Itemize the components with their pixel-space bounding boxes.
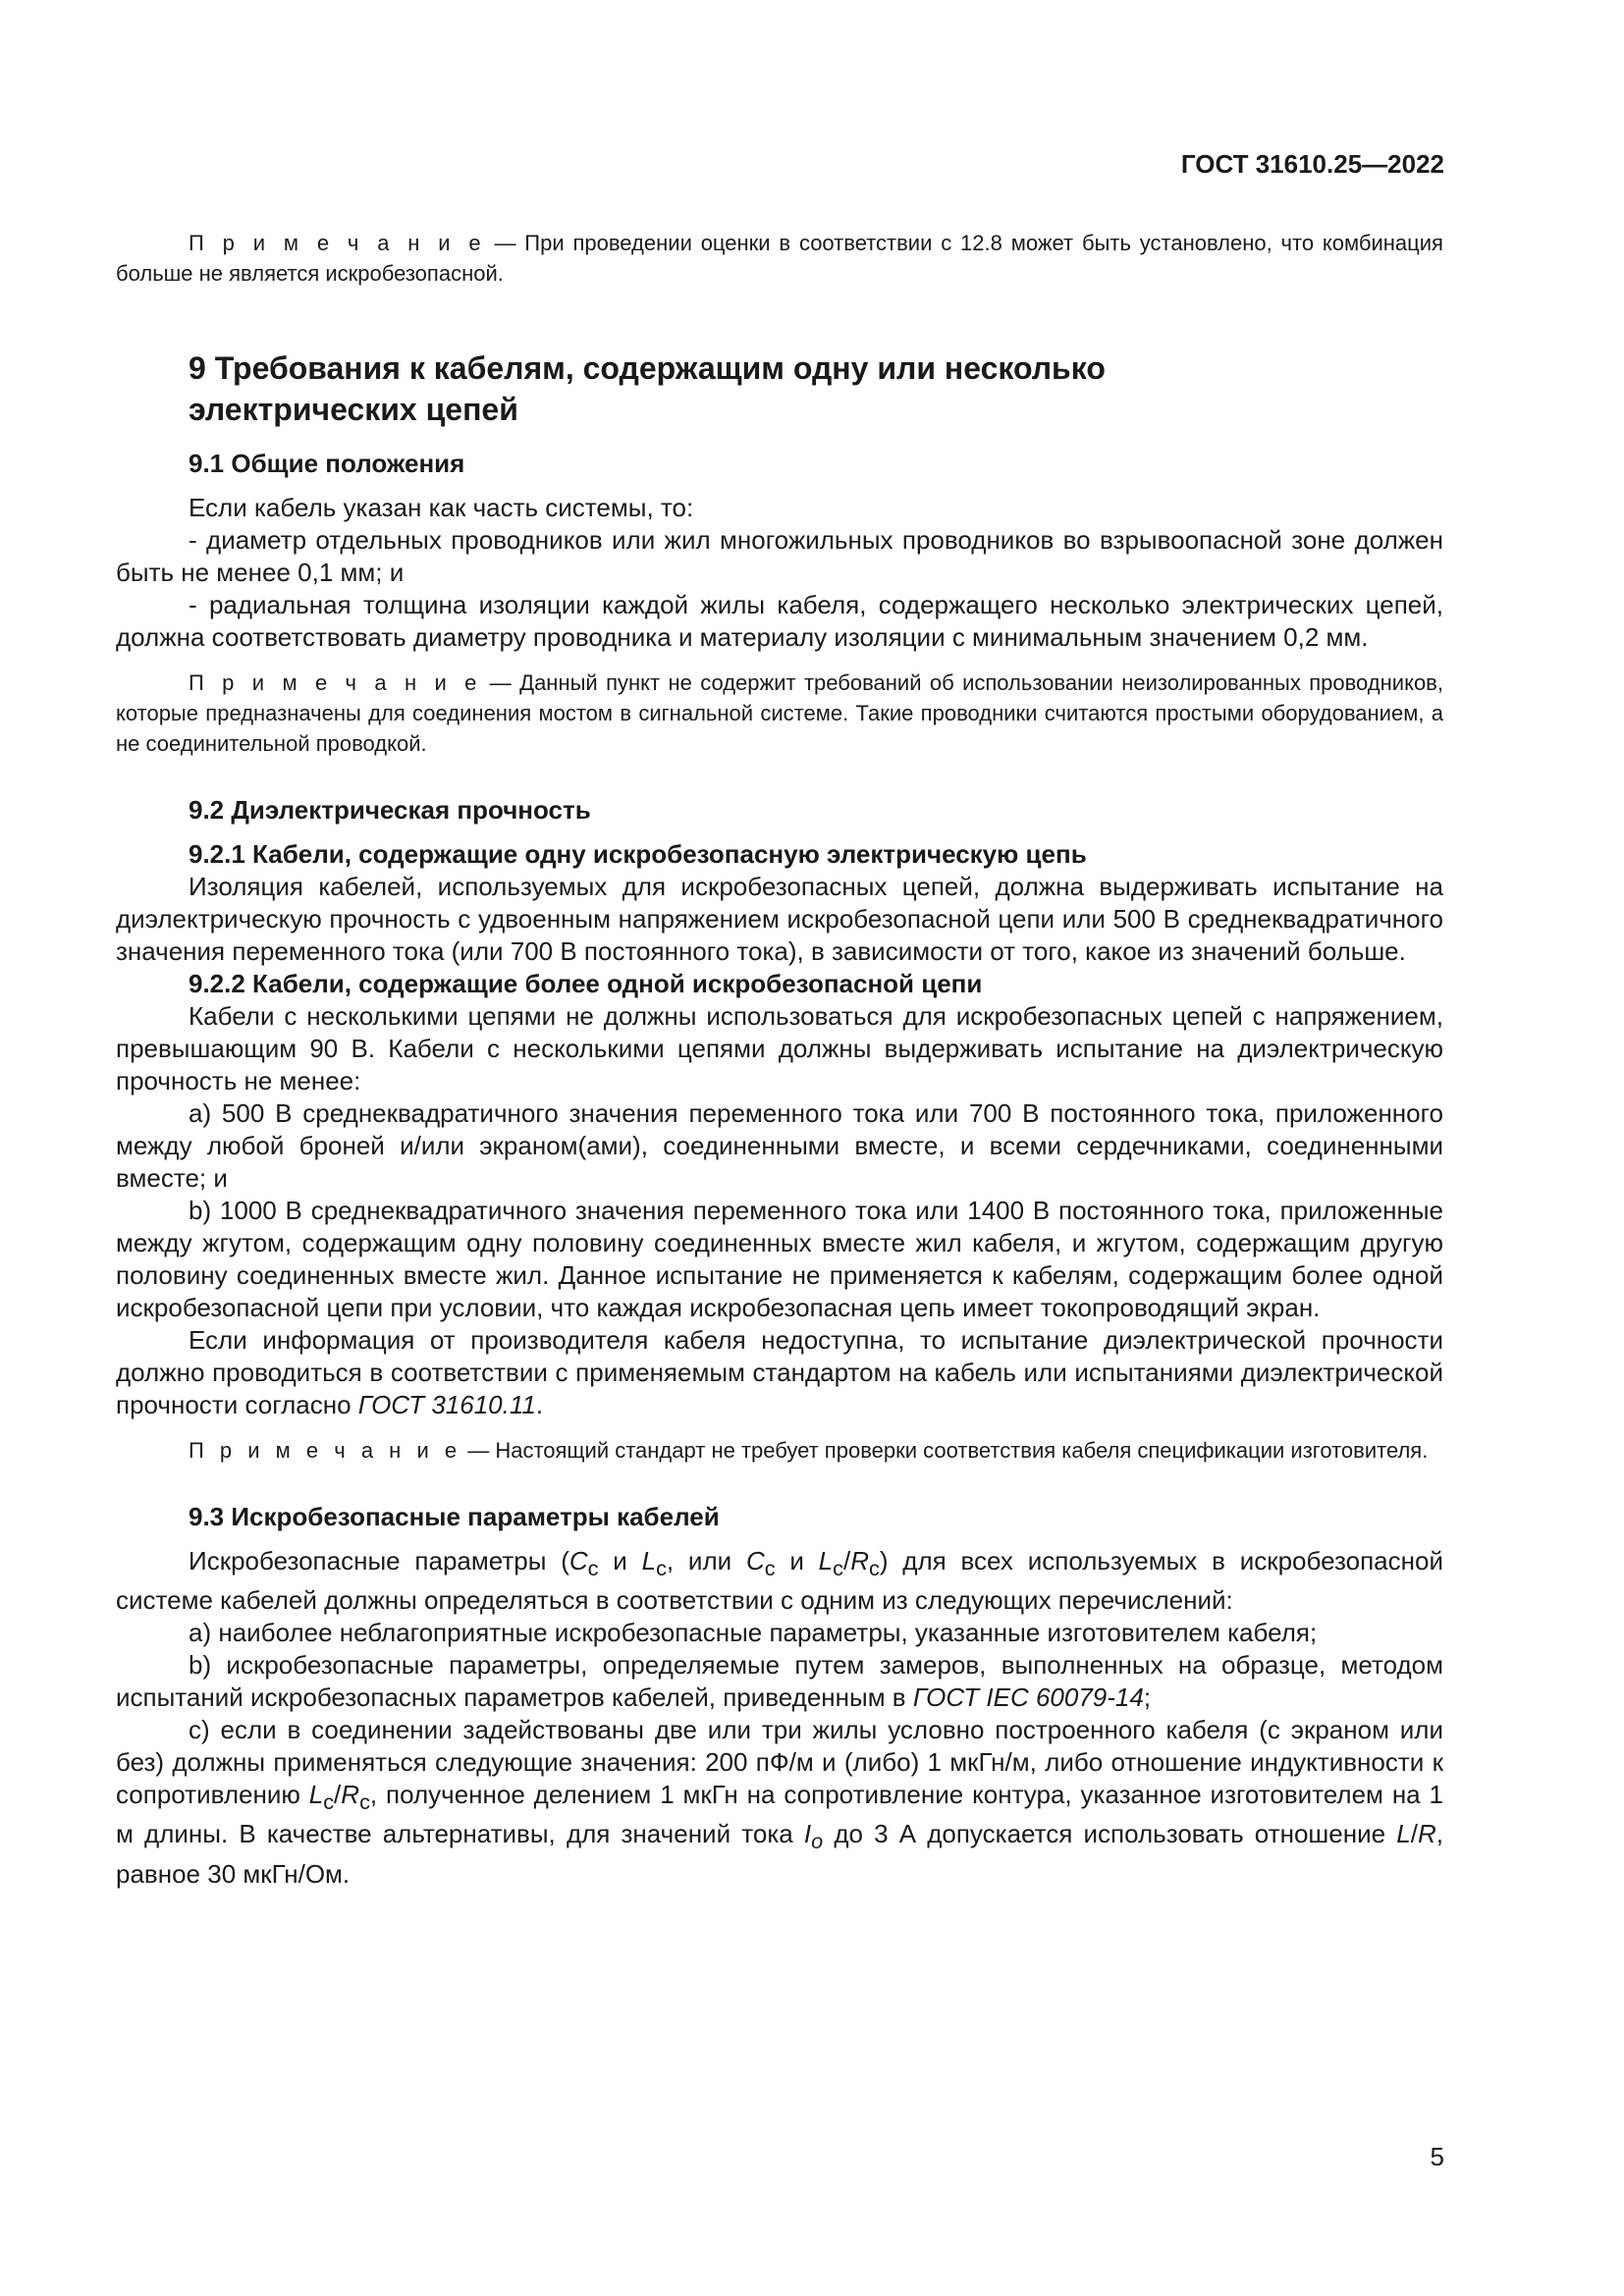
gost-iec-reference: ГОСТ IEC 60079-14 [912, 1682, 1144, 1713]
s93-p1-end: для всех используемых в искробезопасной системе кабелей должны определяться в соответствии с одним из следующих перечислений: [116, 1546, 1443, 1616]
s93-item-c: с) если в соединении задействованы две или три жилы условно построенного кабеля (с экраном или без) должны применяться следующие значения: 200 пФ/м и (либо) 1 мкГн/м, либо отношение индуктивности к сопротивлению $L_c/R_c$, полученное делением 1 мкГн на сопротивление контура, указанное изготовителем на 1 м длины. В качестве альтернативы, для значений тока $I_o$ до 3 А допускается использовать отношение L/R, равное 30 мкГн/Ом. [116, 1715, 1443, 1889]
s922-p2-text: Если информация от производителя кабеля недоступна, то испытание диэлектрической прочности должно проводиться в соответствии с применяемым стандартом на кабель или испытаниями диэлектрической прочности согласно [116, 1325, 1443, 1419]
s93-item-a: а) наиболее неблагоприятные искробезопасные параметры, указанные изготовителем кабеля; [189, 1618, 1318, 1648]
s93-item-c-part3: до 3 А допускается использовать отношение [834, 1819, 1386, 1849]
note-text: — При проведении оценки в соответствии с 12.8 может быть установлено, что комбинация больше не является искробезопасной. [116, 231, 1443, 286]
section-9-2-2-title: 9.2.2 Кабели, содержащие более одной искробезопасной цепи [189, 969, 983, 998]
note-12-8 [116, 228, 1443, 289]
note-label: П р и м е ч а н и е [189, 670, 482, 695]
section-9-title-line1: 9 Требования к кабелям, содержащим одну или несколько [189, 350, 1106, 386]
section-9-2-title: 9.2 Диэлектрическая прочность [189, 795, 591, 825]
page-number: 5 [1430, 2142, 1444, 2171]
document-id: ГОСТ 31610.25—2022 [1180, 149, 1444, 179]
s93-item-b-text: b) искробезопасные параметры, определяемые путем замеров, выполненных на образце, методом испытаний искробезопасных параметров кабелей, приведенным в [116, 1650, 1443, 1713]
s922-item-a: а) 500 В среднеквадратичного значения переменного тока или 700 В постоянного тока, приложенного между любой броней и/или экраном(ами), соединенными вместе, и всеми сердечниками, соединенными вместе; и [116, 1098, 1443, 1193]
gost-reference-link: ГОСТ 31610.11 [357, 1390, 536, 1419]
s922-paragraph-2: Если информация от производителя кабеля недоступна, то испытание диэлектрической прочности должно проводиться в соответствии с применяемым стандартом на кабель или испытаниями диэлектрической прочности согласно ГОСТ 31610.11. [116, 1325, 1443, 1419]
note-label: П р и м е ч а н и е [189, 1438, 462, 1463]
note-text: — Настоящий стандарт не требует проверки соответствия кабеля спецификации изготовителя. [467, 1438, 1429, 1463]
note-s922 [116, 1435, 1443, 1466]
s93-paragraph-1: Искробезопасные параметры ($C_c$ и $L_c$, или $C_c$ и $L_c/R_c$) для всех используемых в искробезопасной системе кабелей должны определяться в соответствии с одним из следующих перечислений: [116, 1546, 1443, 1616]
s93-item-c-part2: , полученное делением 1 мкГн на сопротивление контура, указанное изготовителем на 1 м длины. В качестве альтернативы, для значений тока [116, 1780, 1443, 1849]
section-9-title [116, 347, 1443, 430]
s93-p1-start: Искробезопасные параметры ( [189, 1546, 569, 1575]
s93-item-c-part4: , равное 30 мкГн/Ом. [116, 1819, 1443, 1889]
note-label: П р и м е ч а н и е [189, 231, 486, 255]
s93-item-c-part1: с) если в соединении задействованы две или три жилы условно построенного кабеля (с экраном или без) должны применяться следующие значения: 200 пФ/м и (либо) 1 мкГн/м, либо отношение индуктивности к сопротивлению [116, 1715, 1443, 1810]
s93-item-b: b) искробезопасные параметры, определяемые путем замеров, выполненных на образце, методом испытаний искробезопасных параметров кабелей, приведенным в ГОСТ IEC 60079-14; [116, 1650, 1443, 1713]
s921-paragraph: Изоляция кабелей, используемых для искробезопасных цепей, должна выдерживать испытание на диэлектрическую прочность с удвоенным напряжением искробезопасной цепи или 500 В среднеквадратичного значения переменного тока (или 700 В постоянного тока), в зависимости от того, какое из значений больше. [116, 872, 1443, 966]
section-9-title-line2: электрических цепей [189, 392, 518, 427]
note-text: — Данный пункт не содержит требований об использовании неизолированных проводников, которые предназначены для соединения мостом в сигнальной системе. Такие проводники считаются простыми оборудованием, а не соединительной проводкой. [116, 670, 1443, 756]
section-9-3-title: 9.3 Искробезопасные параметры кабелей [189, 1502, 720, 1531]
s922-item-b: b) 1000 В среднеквадратичного значения переменного тока или 1400 В постоянного тока, приложенные между жгутом, содержащим одну половину соединенных вместе жил кабеля, и жгутом, содержащим другую половину соединенных вместе жил. Данное испытание не применяется к кабелям, содержащим более одной искробезопасной цепи при условии, что каждая искробезопасная цепь имеет токопроводящий экран. [116, 1196, 1443, 1322]
section-9-2-1-title: 9.2.1 Кабели, содержащие одну искробезопасную электрическую цепь [189, 839, 1087, 869]
s91-paragraph-3: - радиальная толщина изоляции каждой жилы кабеля, содержащего несколько электрических цепей, должна соответствовать диаметру проводника и материалу изоляции с минимальным значением 0,2 мм. [116, 590, 1443, 652]
section-9-1-title: 9.1 Общие положения [189, 449, 465, 478]
s91-paragraph-1: Если кабель указан как часть системы, то: [189, 493, 694, 522]
s922-paragraph-1: Кабели с несколькими цепями не должны использоваться для искробезопасных цепей с напряжением, превышающим 90 В. Кабели с несколькими цепями должны выдерживать испытание на диэлектрическую прочность не менее: [116, 1001, 1443, 1095]
s91-paragraph-2: - диаметр отдельных проводников или жил многожильных проводников во взрывоопасной зоне должен быть не менее 0,1 мм; и [116, 525, 1443, 587]
note-s91 [116, 667, 1443, 759]
page-content [116, 228, 1443, 1891]
